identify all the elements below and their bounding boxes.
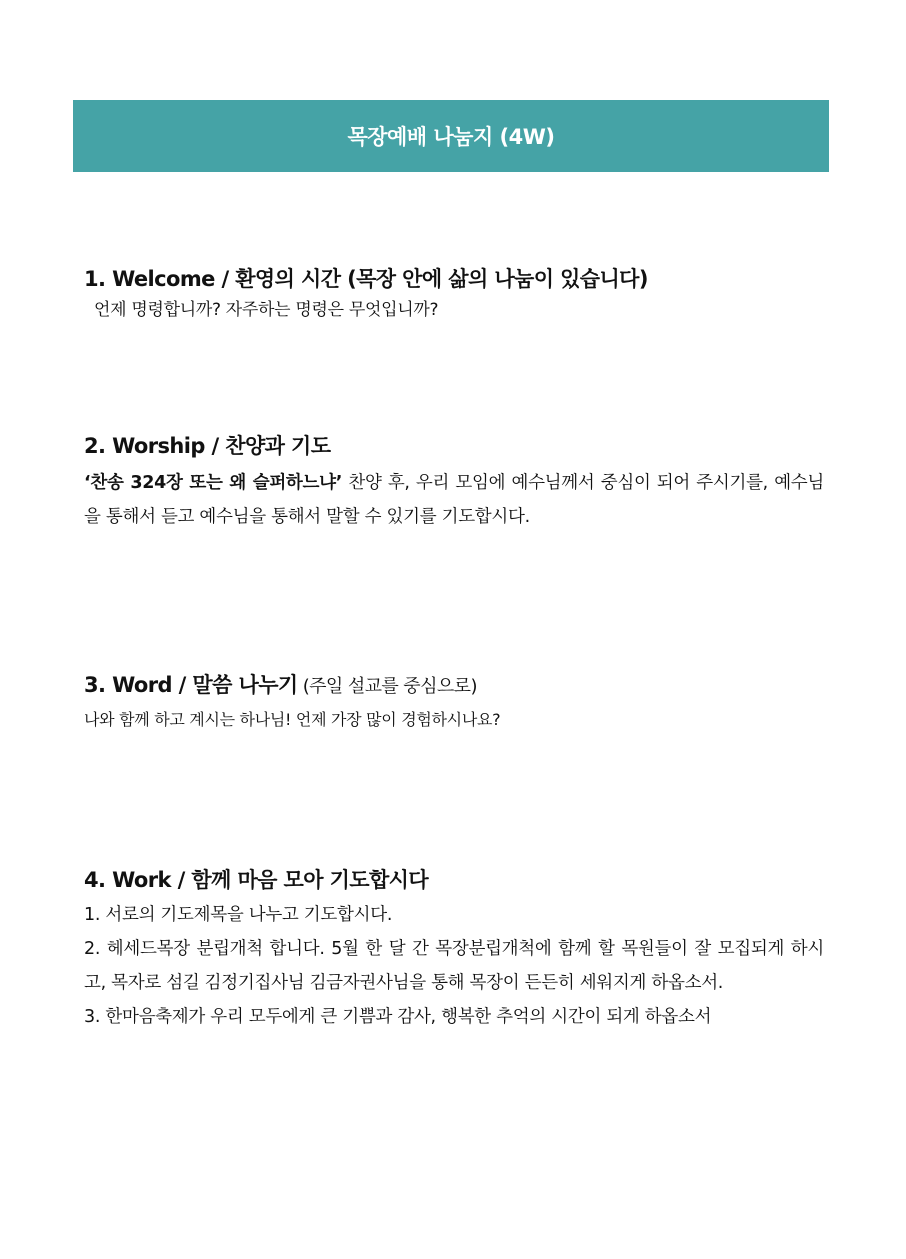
prayer-item: 1. 서로의 기도제목을 나누고 기도합시다. xyxy=(84,905,393,925)
section-heading-welcome: 1. Welcome / 환영의 시간 (목장 안에 삶의 나눔이 있습니다) xyxy=(84,267,648,291)
worship-prayer-text: 찬양 후, 우리 모임에 예수님께서 중심이 되어 주시기를, 예수님을 통해서 듣고 예수님을 통해서 말할 수 있기를 기도합시다. xyxy=(84,473,825,527)
prayer-list xyxy=(84,898,824,1034)
section-heading-word xyxy=(84,671,824,701)
section-text-welcome: 언제 명령합니까? 자주하는 명령은 무엇입니까? xyxy=(94,300,439,320)
title-banner xyxy=(73,100,829,172)
section-worship xyxy=(84,432,824,534)
section-work xyxy=(84,866,824,1034)
prayer-item: 3. 한마음축제가 우리 모두에게 큰 기쁨과 감사, 행복한 추억의 시간이 되게 하옵소서 xyxy=(84,1007,712,1027)
section-word xyxy=(84,671,824,735)
section-heading-work: 4. Work / 함께 마음 모아 기도합시다 xyxy=(84,868,429,892)
prayer-item: 2. 헤세드목장 분립개척 합니다. 5월 한 달 간 목장분립개척에 함께 할 목원들이 잘 모집되게 하시고, 목자로 섬길 김정기집사님 김금자권사님을 통해 목장이 든든히 세워지게 하옵소서. xyxy=(84,939,824,993)
hymn-title: ‘찬송 324장 또는 왜 슬퍼하느냐’ xyxy=(84,473,343,493)
section-welcome xyxy=(84,265,824,323)
word-heading-main: 3. Word / 말씀 나누기 xyxy=(84,673,298,697)
section-text-word: 나와 함께 하고 계시는 하나님! 언제 가장 많이 경험하시나요? xyxy=(84,710,501,729)
page-title: 목장예배 나눔지 (4W) xyxy=(347,125,555,149)
section-heading-worship: 2. Worship / 찬양과 기도 xyxy=(84,434,331,458)
word-heading-sub: (주일 설교를 중심으로) xyxy=(297,676,477,697)
section-text-worship xyxy=(84,466,824,534)
